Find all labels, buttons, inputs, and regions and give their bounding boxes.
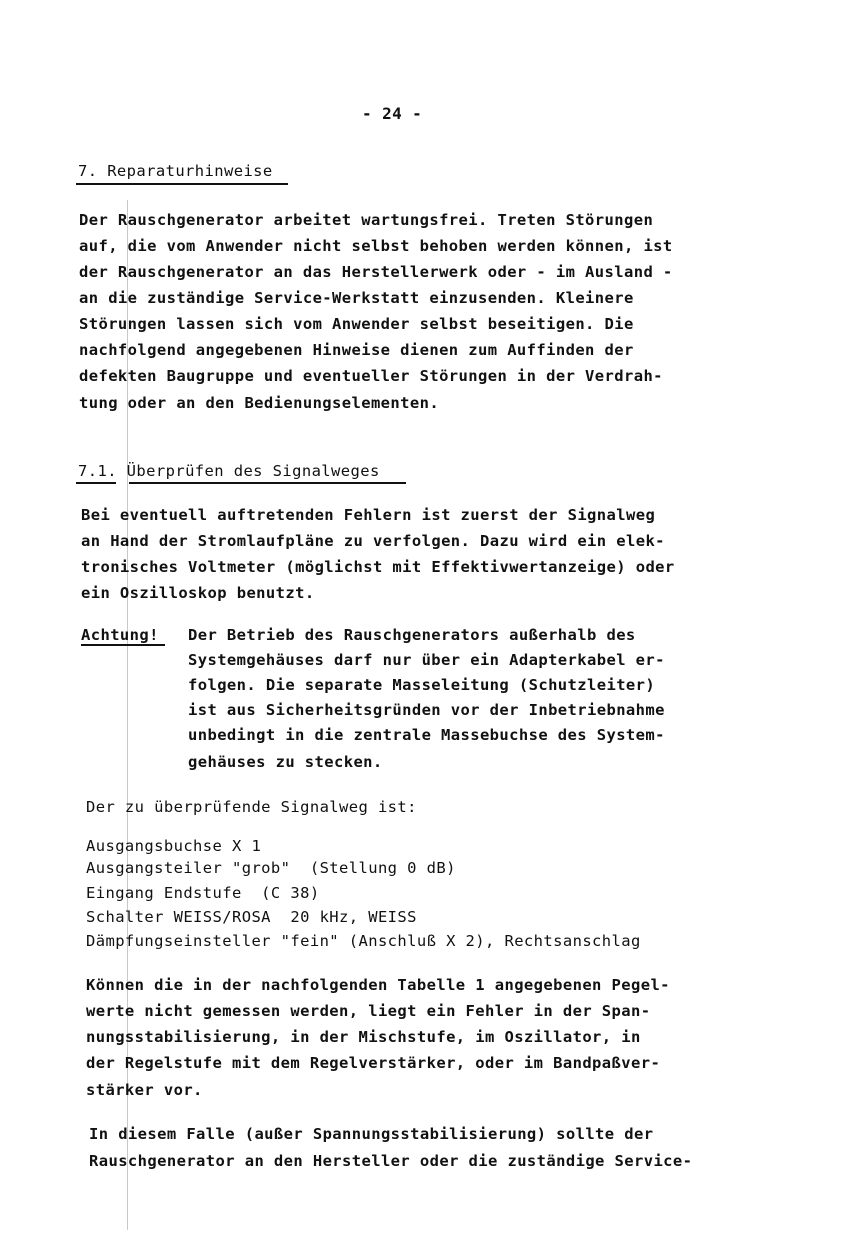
paragraph-line: In diesem Falle (außer Spannungsstabilisierung) sollte der <box>89 1125 654 1143</box>
warning-text-line: gehäuses zu stecken. <box>188 753 383 771</box>
warning-text-line: folgen. Die separate Masseleitung (Schutzleiter) <box>188 676 656 694</box>
heading-underline <box>76 183 288 185</box>
page-number: - 24 - <box>362 104 423 123</box>
paragraph-line: defekten Baugruppe und eventueller Störungen in der Verdrah- <box>79 367 663 385</box>
paragraph-line: ein Oszilloskop benutzt. <box>81 584 315 602</box>
signal-path-item: Ausgangsbuchse X 1 <box>86 837 262 855</box>
warning-text-line: unbedingt in die zentrale Massebuchse des System- <box>188 726 665 744</box>
warning-underline <box>81 644 165 646</box>
signal-path-item: Dämpfungseinsteller "fein" (Anschluß X 2), Rechtsanschlag <box>86 932 641 950</box>
paragraph-line: Bei eventuell auftretenden Fehlern ist zuerst der Signalweg <box>81 506 656 524</box>
heading-underline <box>129 482 406 484</box>
paragraph-line: Können die in der nachfolgenden Tabelle 1 angegebenen Pegel- <box>86 976 670 994</box>
signal-path-item: Schalter WEISS/ROSA 20 kHz, WEISS <box>86 908 417 926</box>
paragraph-line: tung oder an den Bedienungselementen. <box>79 394 440 412</box>
paragraph-line: an die zuständige Service-Werkstatt einzusenden. Kleinere <box>79 289 634 307</box>
section-heading-7-1 <box>78 461 380 481</box>
paragraph-line: tronisches Voltmeter (möglichst mit Effektivwertanzeige) oder <box>81 558 675 576</box>
paragraph-line: nungsstabilisierung, in der Mischstufe, im Oszillator, in <box>86 1028 641 1046</box>
paragraph-line: nachfolgend angegebenen Hinweise dienen zum Auffinden der <box>79 341 634 359</box>
warning-label: Achtung! <box>81 626 159 644</box>
paragraph-line: Störungen lassen sich vom Anwender selbst beseitigen. Die <box>79 315 634 333</box>
paragraph-line: auf, die vom Anwender nicht selbst behoben werden können, ist <box>79 237 673 255</box>
paragraph-line: der Regelstufe mit dem Regelverstärker, oder im Bandpaßver- <box>86 1054 661 1072</box>
paragraph-line: Der Rauschgenerator arbeitet wartungsfrei. Treten Störungen <box>79 211 654 229</box>
paragraph-line: Rauschgenerator an den Hersteller oder die zuständige Service- <box>89 1152 693 1170</box>
section-heading-text: Überprüfen des Signalweges <box>126 462 380 480</box>
warning-text-line: ist aus Sicherheitsgründen vor der Inbetriebnahme <box>188 701 665 719</box>
section-heading-7: 7. Reparaturhinweise <box>78 162 273 180</box>
paragraph-line: stärker vor. <box>86 1081 203 1099</box>
signal-path-item: Eingang Endstufe (C 38) <box>86 884 320 902</box>
signal-path-item: Ausgangsteiler "grob" (Stellung 0 dB) <box>86 859 456 877</box>
warning-text-line: Der Betrieb des Rauschgenerators außerhalb des <box>188 626 636 644</box>
warning-text-line: Systemgehäuses darf nur über ein Adapterkabel er- <box>188 651 665 669</box>
paragraph-line: an Hand der Stromlaufpläne zu verfolgen. Dazu wird ein elek- <box>81 532 665 550</box>
heading-underline <box>76 482 116 484</box>
signal-path-intro: Der zu überprüfende Signalweg ist: <box>86 798 417 816</box>
paragraph-line: der Rauschgenerator an das Herstellerwerk oder - im Ausland - <box>79 263 673 281</box>
paragraph-line: werte nicht gemessen werden, liegt ein Fehler in der Span- <box>86 1002 651 1020</box>
section-heading-number: 7.1. <box>78 462 117 480</box>
